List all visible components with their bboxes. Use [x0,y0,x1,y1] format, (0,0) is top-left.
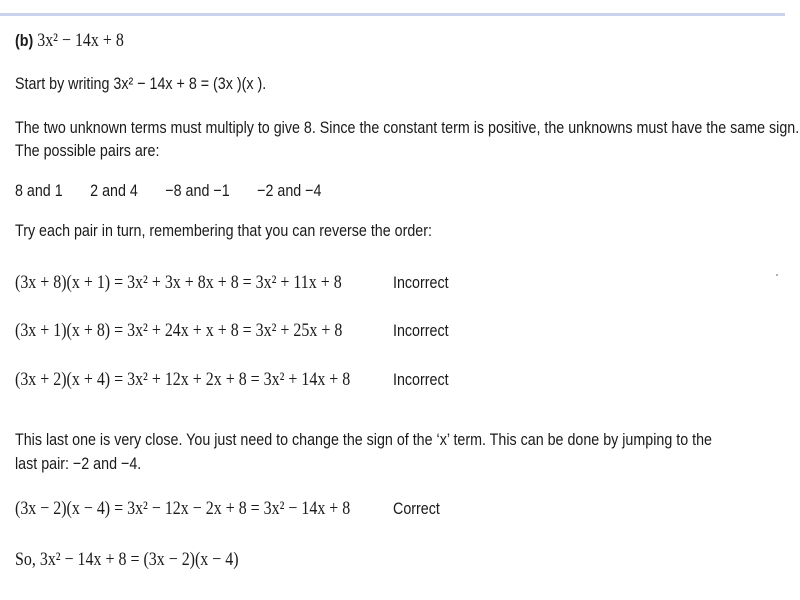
part-label: (b) [15,31,34,50]
scan-speck [776,274,778,276]
pair-item: −8 and −1 [165,181,230,200]
explanation-line-1: The two unknown terms must multiply to give 8. Since the constant term is positive, the unknowns must have the same sign. [15,118,800,137]
part-heading [15,30,124,52]
attempt-verdict: Incorrect [393,273,449,292]
attempt-verdict: Incorrect [393,321,449,340]
attempt-equation: (3x + 2)(x + 4) = 3x² + 12x + 2x + 8 = 3x² + 14x + 8 [15,369,351,390]
conclusion: So, 3x² − 14x + 8 = (3x − 2)(x − 4) [15,549,239,570]
close-line-1: This last one is very close. You just need to change the sign of the ‘x’ term. This can be done by jumping to the [15,430,712,449]
final-verdict: Correct [393,499,440,518]
final-equation: (3x − 2)(x − 4) = 3x² − 12x − 2x + 8 = 3x² − 14x + 8 [15,498,351,519]
pair-item: 2 and 4 [90,181,138,200]
part-expression: 3x² − 14x + 8 [37,30,124,51]
try-instruction: Try each pair in turn, remembering that you can reverse the order: [15,221,432,240]
attempt-equation: (3x + 8)(x + 1) = 3x² + 3x + 8x + 8 = 3x² + 11x + 8 [15,272,342,293]
pair-item: 8 and 1 [15,181,63,200]
attempt-verdict: Incorrect [393,370,449,389]
close-line-2: last pair: −2 and −4. [15,454,142,473]
pair-item: −2 and −4 [257,181,322,200]
attempt-equation: (3x + 1)(x + 8) = 3x² + 24x + x + 8 = 3x² + 25x + 8 [15,320,343,341]
pairs-list [15,180,345,202]
intro-text: Start by writing 3x² − 14x + 8 = (3x )(x ). [15,74,267,93]
explanation-line-2: The possible pairs are: [15,141,160,160]
top-rule [0,13,785,16]
